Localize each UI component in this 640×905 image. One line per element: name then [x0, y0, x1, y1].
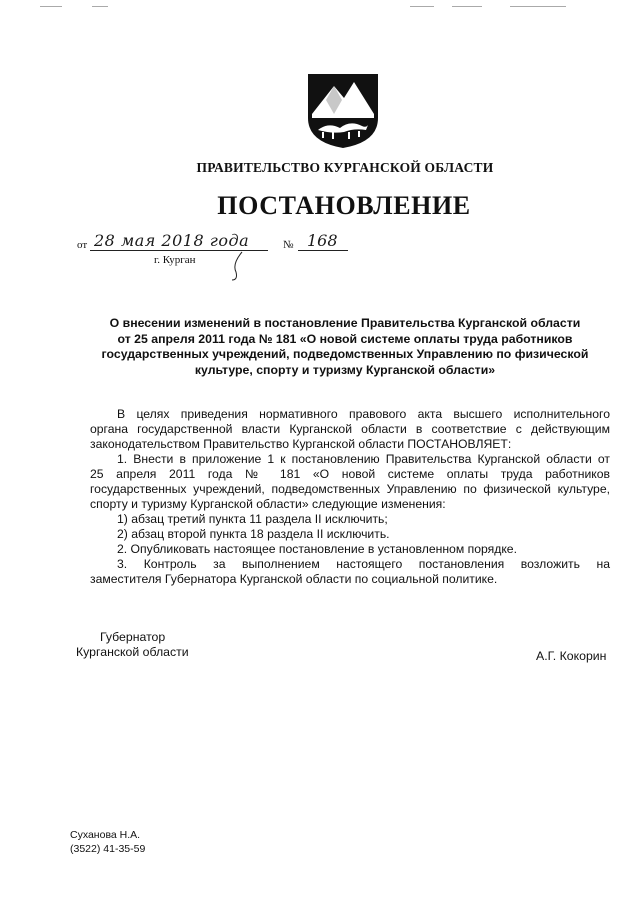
author-phone: (3522) 41-35-59: [70, 843, 146, 855]
signatory-name: А.Г. Кокорин: [536, 649, 607, 663]
scan-artifact: [92, 6, 108, 7]
handwriting-flourish: [228, 250, 248, 282]
government-title: ПРАВИТЕЛЬСТВО КУРГАНСКОЙ ОБЛАСТИ: [196, 160, 494, 175]
document-subject: [80, 316, 610, 378]
subject-line: культуре, спорту и туризму Курганской области»: [194, 362, 496, 377]
subject-line: О внесении изменений в постановление Правительства Курганской области: [109, 316, 581, 330]
body-line: 2. Опубликовать настоящее постановление в установленном порядке.: [117, 542, 517, 556]
author-name: Суханова Н.А.: [70, 829, 141, 841]
number-prefix: №: [283, 239, 294, 251]
body-line: государственных учреждений, подведомственных Управлению по физической культуре,: [90, 482, 610, 496]
handwritten-number: 168: [307, 231, 338, 250]
city-label: г. Курган: [154, 254, 196, 266]
subject-line: государственных учреждений, подведомственных Управлению по физической: [101, 347, 589, 361]
scan-artifact: [452, 6, 482, 7]
number-underline: [298, 250, 348, 251]
date-prefix: от: [77, 239, 88, 251]
body-line: заместителя Губернатора Курганской области по социальной политике.: [90, 572, 498, 586]
body-line: законодательством Правительство Курганской области ПОСТАНОВЛЯЕТ:: [90, 437, 512, 451]
body-line: органа государственной власти Курганской области в соответствие с действующим: [90, 422, 610, 436]
scan-artifact: [40, 6, 62, 7]
subject-line: от 25 апреля 2011 года № 181 «О новой системе оплаты труда работников: [117, 331, 573, 346]
handwritten-date: 28 мая 2018 года: [94, 231, 250, 250]
list-item: 2) абзац второй пункта 18 раздела II исключить.: [117, 527, 390, 541]
body-line: 1. Внести в приложение 1 к постановлению Правительства Курганской области от: [117, 452, 610, 466]
scan-artifact: [510, 6, 566, 7]
signatory-region: Курганской области: [76, 645, 189, 659]
scan-artifact: [410, 6, 434, 7]
body-line: спорту и туризму Курганской области» следующие изменения:: [90, 497, 446, 511]
body-line: В целях приведения нормативного правового акта высшего исполнительного: [117, 407, 610, 421]
list-item: 1) абзац третий пункта 11 раздела II исключить;: [117, 512, 388, 526]
body-line: 25 апреля 2011 года № 181 «О новой системе оплаты труда работников: [90, 467, 610, 481]
document-type-title: ПОСТАНОВЛЕНИЕ: [217, 191, 471, 220]
signatory-position: Губернатор: [100, 630, 166, 644]
coat-of-arms-emblem: [304, 70, 382, 150]
body-line: 3. Контроль за выполнением настоящего постановления возложить на: [117, 557, 610, 571]
